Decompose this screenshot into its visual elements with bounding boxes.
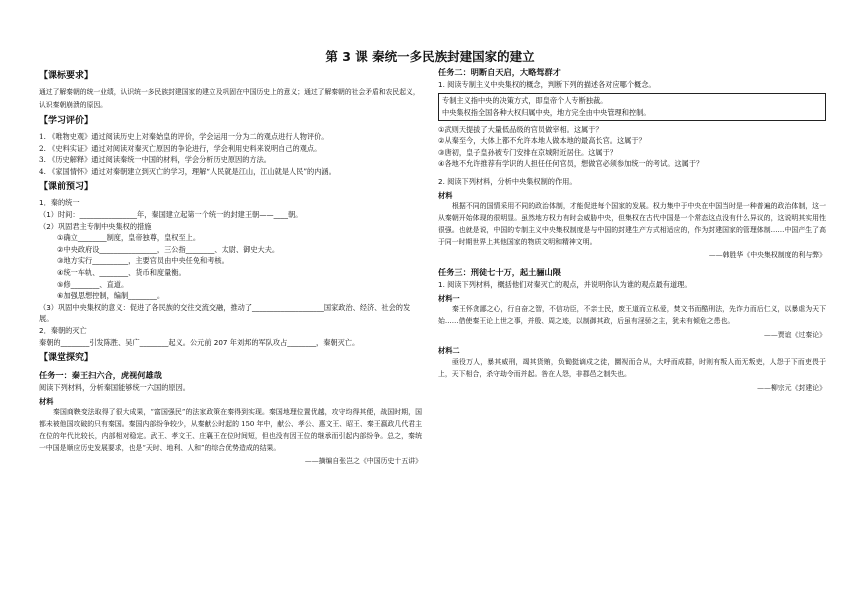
section-heading-inquiry: 【课堂探究】 (39, 353, 94, 364)
page-title: 第 3 课 秦统一多民族封建国家的建立 (325, 49, 535, 64)
concept-box (438, 93, 826, 121)
task-2-question-1: 1. 阅读专制主义中央集权的概念，判断下列的描述各对应哪个概念。 (438, 80, 656, 89)
preview-q1-2: （2）巩固君主专制中央集权的措施 (39, 221, 152, 231)
preview-q1-2b: ②中央政府设________________，三公指________、太尉、御史大夫。 (57, 244, 280, 254)
judge-item-2: ②从秦至今，大体上都不允许本地人做本地的最高长官。这属于？ (438, 136, 646, 146)
left-column (39, 66, 422, 472)
evaluation-item-1: 1. 《唯物史观》通过阅读历史上对秦始皇的评价，学会运用一分为二的观点进行人物评价。 (39, 132, 329, 141)
preview-q1: 1．秦的统一 (39, 198, 80, 208)
preview-q1-2f: ⑥加强思想控制，编制________。 (57, 291, 165, 301)
section-heading-preview: 【课前预习】 (39, 182, 94, 193)
judge-item-4: ④各地不允许推荐有学识的人担任任何官员，想做官必须参加统一的考试。这属于？ (438, 159, 704, 169)
task-2-source: ——韩胜华《中央集权制度的利与弊》 (708, 251, 826, 260)
section-heading-evaluation: 【学习评价】 (39, 116, 94, 126)
evaluation-item-3: 3. 《历史解释》通过阅读秦统一中国的材料，学会分析历史原因的方法。 (39, 155, 271, 165)
preview-q2-1: 秦朝的________引发陈胜、吴广________起义。公元前 207 年刘邦的军队攻占________，秦朝灭亡。 (39, 337, 360, 347)
preview-q1-3: （3）巩固中央集权的意义：促进了各民族的交往交流交融，推动了____________________国家政治、经济、社会的发展。 (39, 302, 411, 324)
task-1-material: 秦国商鞅变法取得了很大成果，“富国强民”的法家政策在秦得到实现。秦国地理位置优越，攻守均得其便，战国时期，国都未被他国攻破的只有秦国。秦国内部纷争较少，从秦献公时起的 150 年中，献公、孝公、惠文王、昭王、秦王嬴政几代君主在位的年代比较长，内部相对稳定。武王、孝文王、庄襄王在位时间短，但也没有因王位的继承而引起内部纷争。总之，秦统一中国是顺应历史发展要求，也是“天时、地利、人和”的综合优势造成的结果。 (39, 408, 422, 452)
preview-q1-2e: ⑤修________、直道。 (57, 279, 129, 289)
task-3-material-1: 秦王怀贪鄙之心，行自奋之智，不信功臣，不亲士民，废王道而立私爱，焚文书而酷刑法，先诈力而后仁义，以暴虐为天下始……借使秦王论上世之事，并殷、周之迹，以制御其政，后虽有淫骄之主，犹未有倾危之患也。 (438, 305, 826, 325)
preview-q2: 2．秦朝的灭亡 (39, 325, 87, 335)
task-3-title: 任务三：刑徒七十万，起土骊山隈 (438, 266, 561, 277)
task-2-material: 根据不同的国情采用不同的政治体制，才能促进每个国家的发展。权力集中于中央在中国当时是一种普遍的政治体制，这一从秦朝开始体现的很明显。虽然地方权力有时会威胁中央，但集权在古代中国是一个常态这点没有什么异议的，这说明其实用性很强。也就是说，中国的专制主义中央集权制度是与中国的封建生产方式相适应的，作为封建国家的管理体制……中国产生了高于同一时期世界上其他国家的物质文明和精神文明。 (438, 202, 826, 246)
preview-q1-1: （1）时间：________________年，秦国建立起第一个统一的封建王朝——____朝。 (39, 209, 303, 219)
preview-q1-2d: ④统一车轨、________、货币和度量衡。 (57, 267, 186, 277)
task-2-material-label: 材料 (438, 190, 453, 200)
preview-q1-2a: ①确立________制度，皇帝独尊，皇权至上。 (57, 233, 201, 243)
concept-autocracy: 专制主义指中央的决策方式，即皇帝个人专断独裁。 (442, 95, 608, 105)
task-3-material-2: 亟役万人，暴其威刑，竭其货贿，负锄挺谪戍之徒，圜视而合从，大呼而成群，时则有叛人而无叛吏，人怨于下而吏畏于上，天下相合，杀守劫令而并起。咎在人怨，非郡邑之制失也。 (438, 357, 826, 378)
evaluation-item-2: 2. 《史料实证》通过对阅读对秦灭亡原因的争论进行，学会利用史料来说明自己的观点。 (39, 143, 322, 153)
evaluation-item-4: 4. 《家国情怀》通过对秦朝建立到灭亡的学习，理解“人民就是江山，江山就是人民”的内涵。 (39, 166, 336, 176)
standards-text: 通过了解秦朝的统一业绩，认识统一多民族封建国家的建立及巩固在中国历史上的意义；通过了解秦朝的社会矛盾和农民起义，认识秦朝崩溃的原因。 (39, 88, 420, 109)
task-3-material-1-source: ——贾谊《过秦论》 (763, 330, 826, 339)
section-heading-standards: 【课标要求】 (39, 71, 94, 81)
task-3-material-2-label: 材料二 (438, 346, 460, 356)
right-column (438, 66, 826, 398)
task-2-title: 任务二：明断自天启，大略驾群才 (438, 67, 561, 77)
task-2-question-2: 2. 阅读下列材料，分析中央集权制的作用。 (438, 176, 577, 186)
concept-centralization: 中央集权指全国各种大权归属中央，地方完全由中央管理和控制。 (442, 107, 651, 117)
task-3-material-2-source: ——柳宗元《封建论》 (757, 383, 826, 392)
judge-item-1: ①武则天提拔了大量低品级的官员做宰相。这属于？ (438, 124, 603, 134)
judge-item-3: ③唐初，皇子皇孙被专门安排在京城附近居住。这属于？ (438, 147, 617, 157)
preview-q1-2c: ③地方实行__________，主要官员由中央任免和考核。 (57, 256, 229, 266)
task-3-material-1-label: 材料一 (438, 293, 460, 303)
task-3-question: 1. 阅读下列材料，概括他们对秦灭亡的观点，并说明你认为谁的观点最有道理。 (438, 279, 692, 289)
task-1-material-label: 材料 (39, 396, 54, 406)
task-1-question: 阅读下列材料，分析秦国能够统一六国的原因。 (39, 383, 190, 393)
task-1-source: ——摘编自张岂之《中国历史十五讲》 (304, 457, 422, 466)
task-1-title: 任务一：秦王扫六合，虎视何雄哉 (39, 370, 162, 381)
